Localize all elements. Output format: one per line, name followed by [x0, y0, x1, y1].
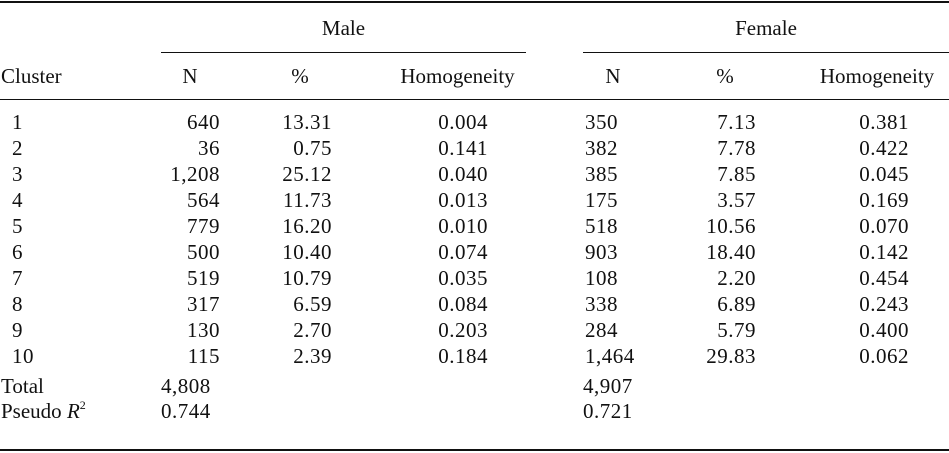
pseudo-r2-female: 0.721 — [583, 399, 633, 423]
cell-female-pct: 6.89 — [717, 292, 756, 316]
cell-female-n: 350 — [585, 110, 618, 134]
cell-female-pct: 29.83 — [706, 344, 756, 368]
cell-female-pct: 10.56 — [706, 214, 756, 238]
cell-female-pct: 18.40 — [706, 240, 756, 264]
cell-female-homogeneity: 0.045 — [859, 162, 909, 186]
cell-male-n: 1,208 — [170, 162, 220, 186]
cell-female-pct: 5.79 — [717, 318, 756, 342]
cell-male-pct: 11.73 — [283, 188, 332, 212]
cell-female-pct: 7.13 — [717, 110, 756, 134]
cell-female-n: 108 — [585, 266, 618, 290]
cell-female-n: 382 — [585, 136, 618, 160]
column-header-cluster: Cluster — [1, 64, 62, 88]
cell-female-pct: 7.85 — [717, 162, 756, 186]
pseudo-r2-male: 0.744 — [161, 399, 211, 423]
cell-male-n: 115 — [187, 344, 220, 368]
cell-male-pct: 6.59 — [293, 292, 332, 316]
cell-female-homogeneity: 0.243 — [859, 292, 909, 316]
cell-female-homogeneity: 0.454 — [859, 266, 909, 290]
cell-female-n: 518 — [585, 214, 618, 238]
cell-male-n: 500 — [187, 240, 220, 264]
cell-cluster: 6 — [12, 240, 23, 264]
female-group-rule — [583, 52, 949, 53]
column-header-female-pct: % — [716, 64, 734, 88]
cell-male-n: 640 — [187, 110, 220, 134]
cell-male-n: 36 — [198, 136, 220, 160]
male-group-rule — [161, 52, 526, 53]
cell-male-homogeneity: 0.074 — [438, 240, 488, 264]
cell-male-homogeneity: 0.141 — [438, 136, 488, 160]
cell-cluster: 2 — [12, 136, 23, 160]
cell-male-n: 519 — [187, 266, 220, 290]
cell-cluster: 7 — [12, 266, 23, 290]
cell-female-homogeneity: 0.422 — [859, 136, 909, 160]
cell-male-pct: 2.39 — [293, 344, 332, 368]
cell-male-homogeneity: 0.010 — [438, 214, 488, 238]
cell-female-pct: 2.20 — [717, 266, 756, 290]
cell-male-n: 317 — [187, 292, 220, 316]
column-header-female-homogeneity: Homogeneity — [819, 64, 935, 88]
header-rule — [0, 99, 949, 100]
cell-female-homogeneity: 0.381 — [859, 110, 909, 134]
cell-cluster: 1 — [12, 110, 23, 134]
cell-male-pct: 16.20 — [282, 214, 332, 238]
total-female-n: 4,907 — [583, 374, 633, 398]
cell-male-homogeneity: 0.203 — [438, 318, 488, 342]
cell-male-n: 564 — [187, 188, 220, 212]
cell-male-pct: 0.75 — [293, 136, 332, 160]
cell-female-n: 175 — [585, 188, 618, 212]
cell-male-n: 130 — [187, 318, 220, 342]
cell-female-homogeneity: 0.400 — [859, 318, 909, 342]
cell-male-homogeneity: 0.013 — [438, 188, 488, 212]
cell-female-n: 284 — [585, 318, 618, 342]
cell-cluster: 5 — [12, 214, 23, 238]
cell-male-pct: 10.40 — [282, 240, 332, 264]
cell-male-pct: 13.31 — [282, 110, 332, 134]
column-header-male-pct: % — [291, 64, 309, 88]
cell-female-n: 385 — [585, 162, 618, 186]
column-header-female-n: N — [605, 64, 621, 88]
cell-female-homogeneity: 0.062 — [859, 344, 909, 368]
cell-cluster: 8 — [12, 292, 23, 316]
column-header-male-homogeneity: Homogeneity — [400, 64, 515, 88]
cell-male-pct: 25.12 — [282, 162, 332, 186]
cell-female-homogeneity: 0.169 — [859, 188, 909, 212]
cell-female-pct: 3.57 — [717, 188, 756, 212]
male-group-header: Male — [321, 16, 366, 40]
cell-female-n: 1,464 — [585, 344, 635, 368]
cell-male-homogeneity: 0.084 — [438, 292, 488, 316]
cell-male-homogeneity: 0.184 — [438, 344, 488, 368]
pseudo-r2-superscript: 2 — [79, 398, 86, 412]
cell-cluster: 9 — [12, 318, 23, 342]
cell-female-homogeneity: 0.070 — [859, 214, 909, 238]
pseudo-r2-text: Pseudo — [1, 399, 67, 423]
cell-male-n: 779 — [187, 214, 220, 238]
cell-male-homogeneity: 0.004 — [438, 110, 488, 134]
cell-male-homogeneity: 0.035 — [438, 266, 488, 290]
cell-female-n: 903 — [585, 240, 618, 264]
pseudo-r2-symbol: R — [66, 399, 80, 423]
pseudo-r2-label — [1, 399, 86, 423]
column-header-male-n: N — [182, 64, 198, 88]
cell-male-pct: 10.79 — [282, 266, 332, 290]
cell-female-homogeneity: 0.142 — [859, 240, 909, 264]
cell-male-pct: 2.70 — [293, 318, 332, 342]
cell-female-pct: 7.78 — [717, 136, 756, 160]
cell-cluster: 4 — [12, 188, 23, 212]
cell-cluster: 10 — [12, 344, 34, 368]
cell-female-n: 338 — [585, 292, 618, 316]
top-rule — [0, 1, 949, 3]
female-group-header: Female — [735, 16, 797, 40]
total-male-n: 4,808 — [161, 374, 211, 398]
bottom-rule — [0, 449, 949, 451]
cell-cluster: 3 — [12, 162, 23, 186]
cell-male-homogeneity: 0.040 — [438, 162, 488, 186]
total-label: Total — [1, 374, 44, 398]
